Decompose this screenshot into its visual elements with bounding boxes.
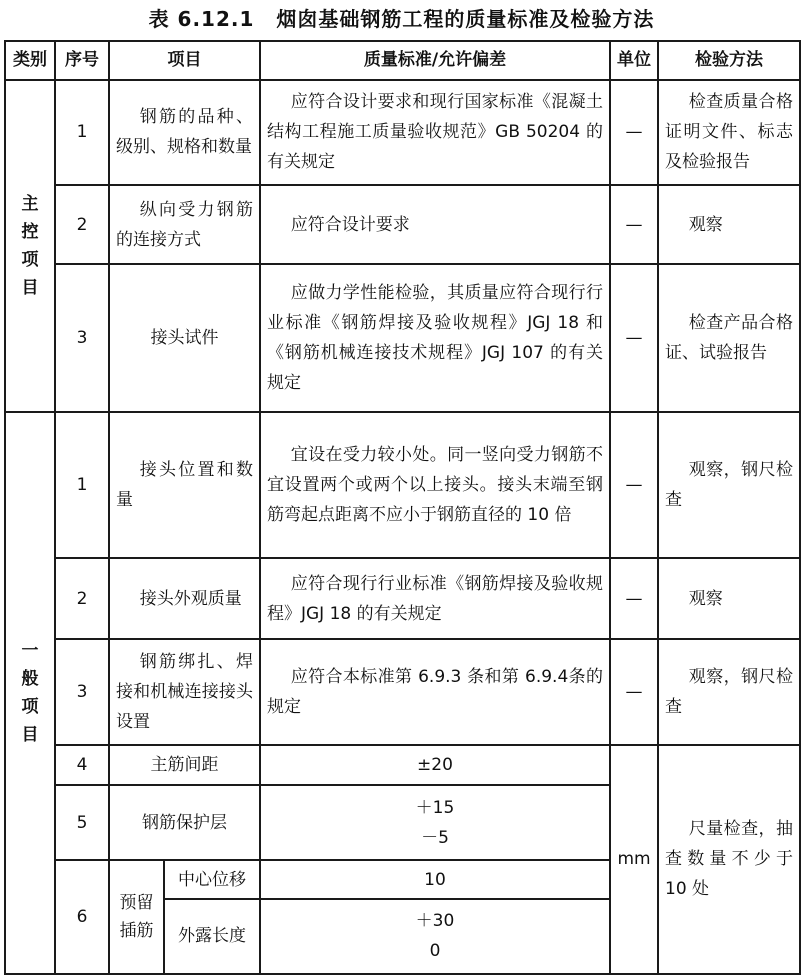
table-row — [5, 558, 800, 639]
header-method: 检验方法 — [658, 41, 800, 80]
item-cell-preset-bars — [109, 860, 164, 974]
standard-cell: 宜设在受力较小处。同一竖向受力钢筋不宜设置两个或两个以上接头。接头末端至钢筋弯起点距离不应小于钢筋直径的 10 倍 — [260, 412, 610, 558]
method-cell: 检查质量合格证明文件、标志及检验报告 — [658, 80, 800, 185]
tolerance-lower: 0 — [429, 941, 441, 962]
standard-cell: 应符合设计要求 — [260, 185, 610, 264]
standard-cell — [260, 785, 610, 860]
seq-cell: 5 — [55, 785, 109, 860]
seq-cell: 1 — [55, 412, 109, 558]
tolerance-lower: －5 — [421, 827, 449, 848]
item-cell: 接头外观质量 — [109, 558, 260, 639]
item-cell: 纵向受力钢筋的连接方式 — [109, 185, 260, 264]
header-row — [5, 41, 800, 80]
table-title — [0, 4, 803, 34]
item-cell: 钢筋的品种、级别、规格和数量 — [109, 80, 260, 185]
unit-cell: — — [610, 185, 658, 264]
unit-cell: — — [610, 558, 658, 639]
standard-cell: 应符合设计要求和现行国家标准《混凝土结构工程施工质量验收规范》GB 50204 的有关规定 — [260, 80, 610, 185]
tolerance-upper: ＋15 — [415, 797, 455, 818]
item-cell: 钢筋保护层 — [109, 785, 260, 860]
header-seq: 序号 — [55, 41, 109, 80]
unit-cell-mm: mm — [610, 745, 658, 974]
header-standard: 质量标准/允许偏差 — [260, 41, 610, 80]
seq-cell: 3 — [55, 264, 109, 412]
item-cell: 主筋间距 — [109, 745, 260, 786]
subitem-cell: 外露长度 — [164, 899, 260, 974]
seq-cell: 2 — [55, 558, 109, 639]
category-general: 一 般 项 目 — [5, 412, 55, 974]
table-row — [5, 639, 800, 744]
unit-cell: — — [610, 80, 658, 185]
tolerance-upper: ＋30 — [415, 911, 455, 932]
category-main-control: 主 控 项 目 — [5, 80, 55, 413]
item-cell: 接头位置和数量 — [109, 412, 260, 558]
unit-cell: — — [610, 412, 658, 558]
table-title-text: 烟囱基础钢筋工程的质量标准及检验方法 — [276, 7, 655, 31]
standard-cell: ±20 — [260, 745, 610, 786]
item-cell: 接头试件 — [109, 264, 260, 412]
method-cell: 检查产品合格证、试验报告 — [658, 264, 800, 412]
unit-cell: — — [610, 639, 658, 744]
seq-cell: 6 — [55, 860, 109, 974]
header-category: 类别 — [5, 41, 55, 80]
method-cell: 观察，钢尺检查 — [658, 639, 800, 744]
standard-cell: 10 — [260, 860, 610, 899]
standard-cell: 应做力学性能检验，其质量应符合现行行业标准《钢筋焊接及验收规程》JGJ 18 和《钢筋机械连接技术规程》JGJ 107 的有关规定 — [260, 264, 610, 412]
standard-cell: 应符合现行行业标准《钢筋焊接及验收规程》JGJ 18 的有关规定 — [260, 558, 610, 639]
method-cell: 观察 — [658, 558, 800, 639]
seq-cell: 3 — [55, 639, 109, 744]
item-cell: 钢筋绑扎、焊接和机械连接接头设置 — [109, 639, 260, 744]
table-number: 表 6.12.1 — [148, 7, 255, 31]
method-cell: 观察，钢尺检查 — [658, 412, 800, 558]
table-row — [5, 264, 800, 412]
quality-standard-table — [4, 40, 801, 975]
method-cell: 观察 — [658, 185, 800, 264]
unit-cell: — — [610, 264, 658, 412]
table-row — [5, 745, 800, 786]
seq-cell: 2 — [55, 185, 109, 264]
standard-cell — [260, 899, 610, 974]
subitem-cell: 中心位移 — [164, 860, 260, 899]
table-row — [5, 80, 800, 185]
method-cell-measure: 尺量检查，抽查数量不少于 10 处 — [658, 745, 800, 974]
table-row — [5, 412, 800, 558]
standard-cell: 应符合本标准第 6.9.3 条和第 6.9.4条的规定 — [260, 639, 610, 744]
seq-cell: 4 — [55, 745, 109, 786]
table-row — [5, 185, 800, 264]
preset-bars-label: 预留 插筋 — [119, 893, 154, 942]
header-unit: 单位 — [610, 41, 658, 80]
seq-cell: 1 — [55, 80, 109, 185]
header-item: 项目 — [109, 41, 260, 80]
